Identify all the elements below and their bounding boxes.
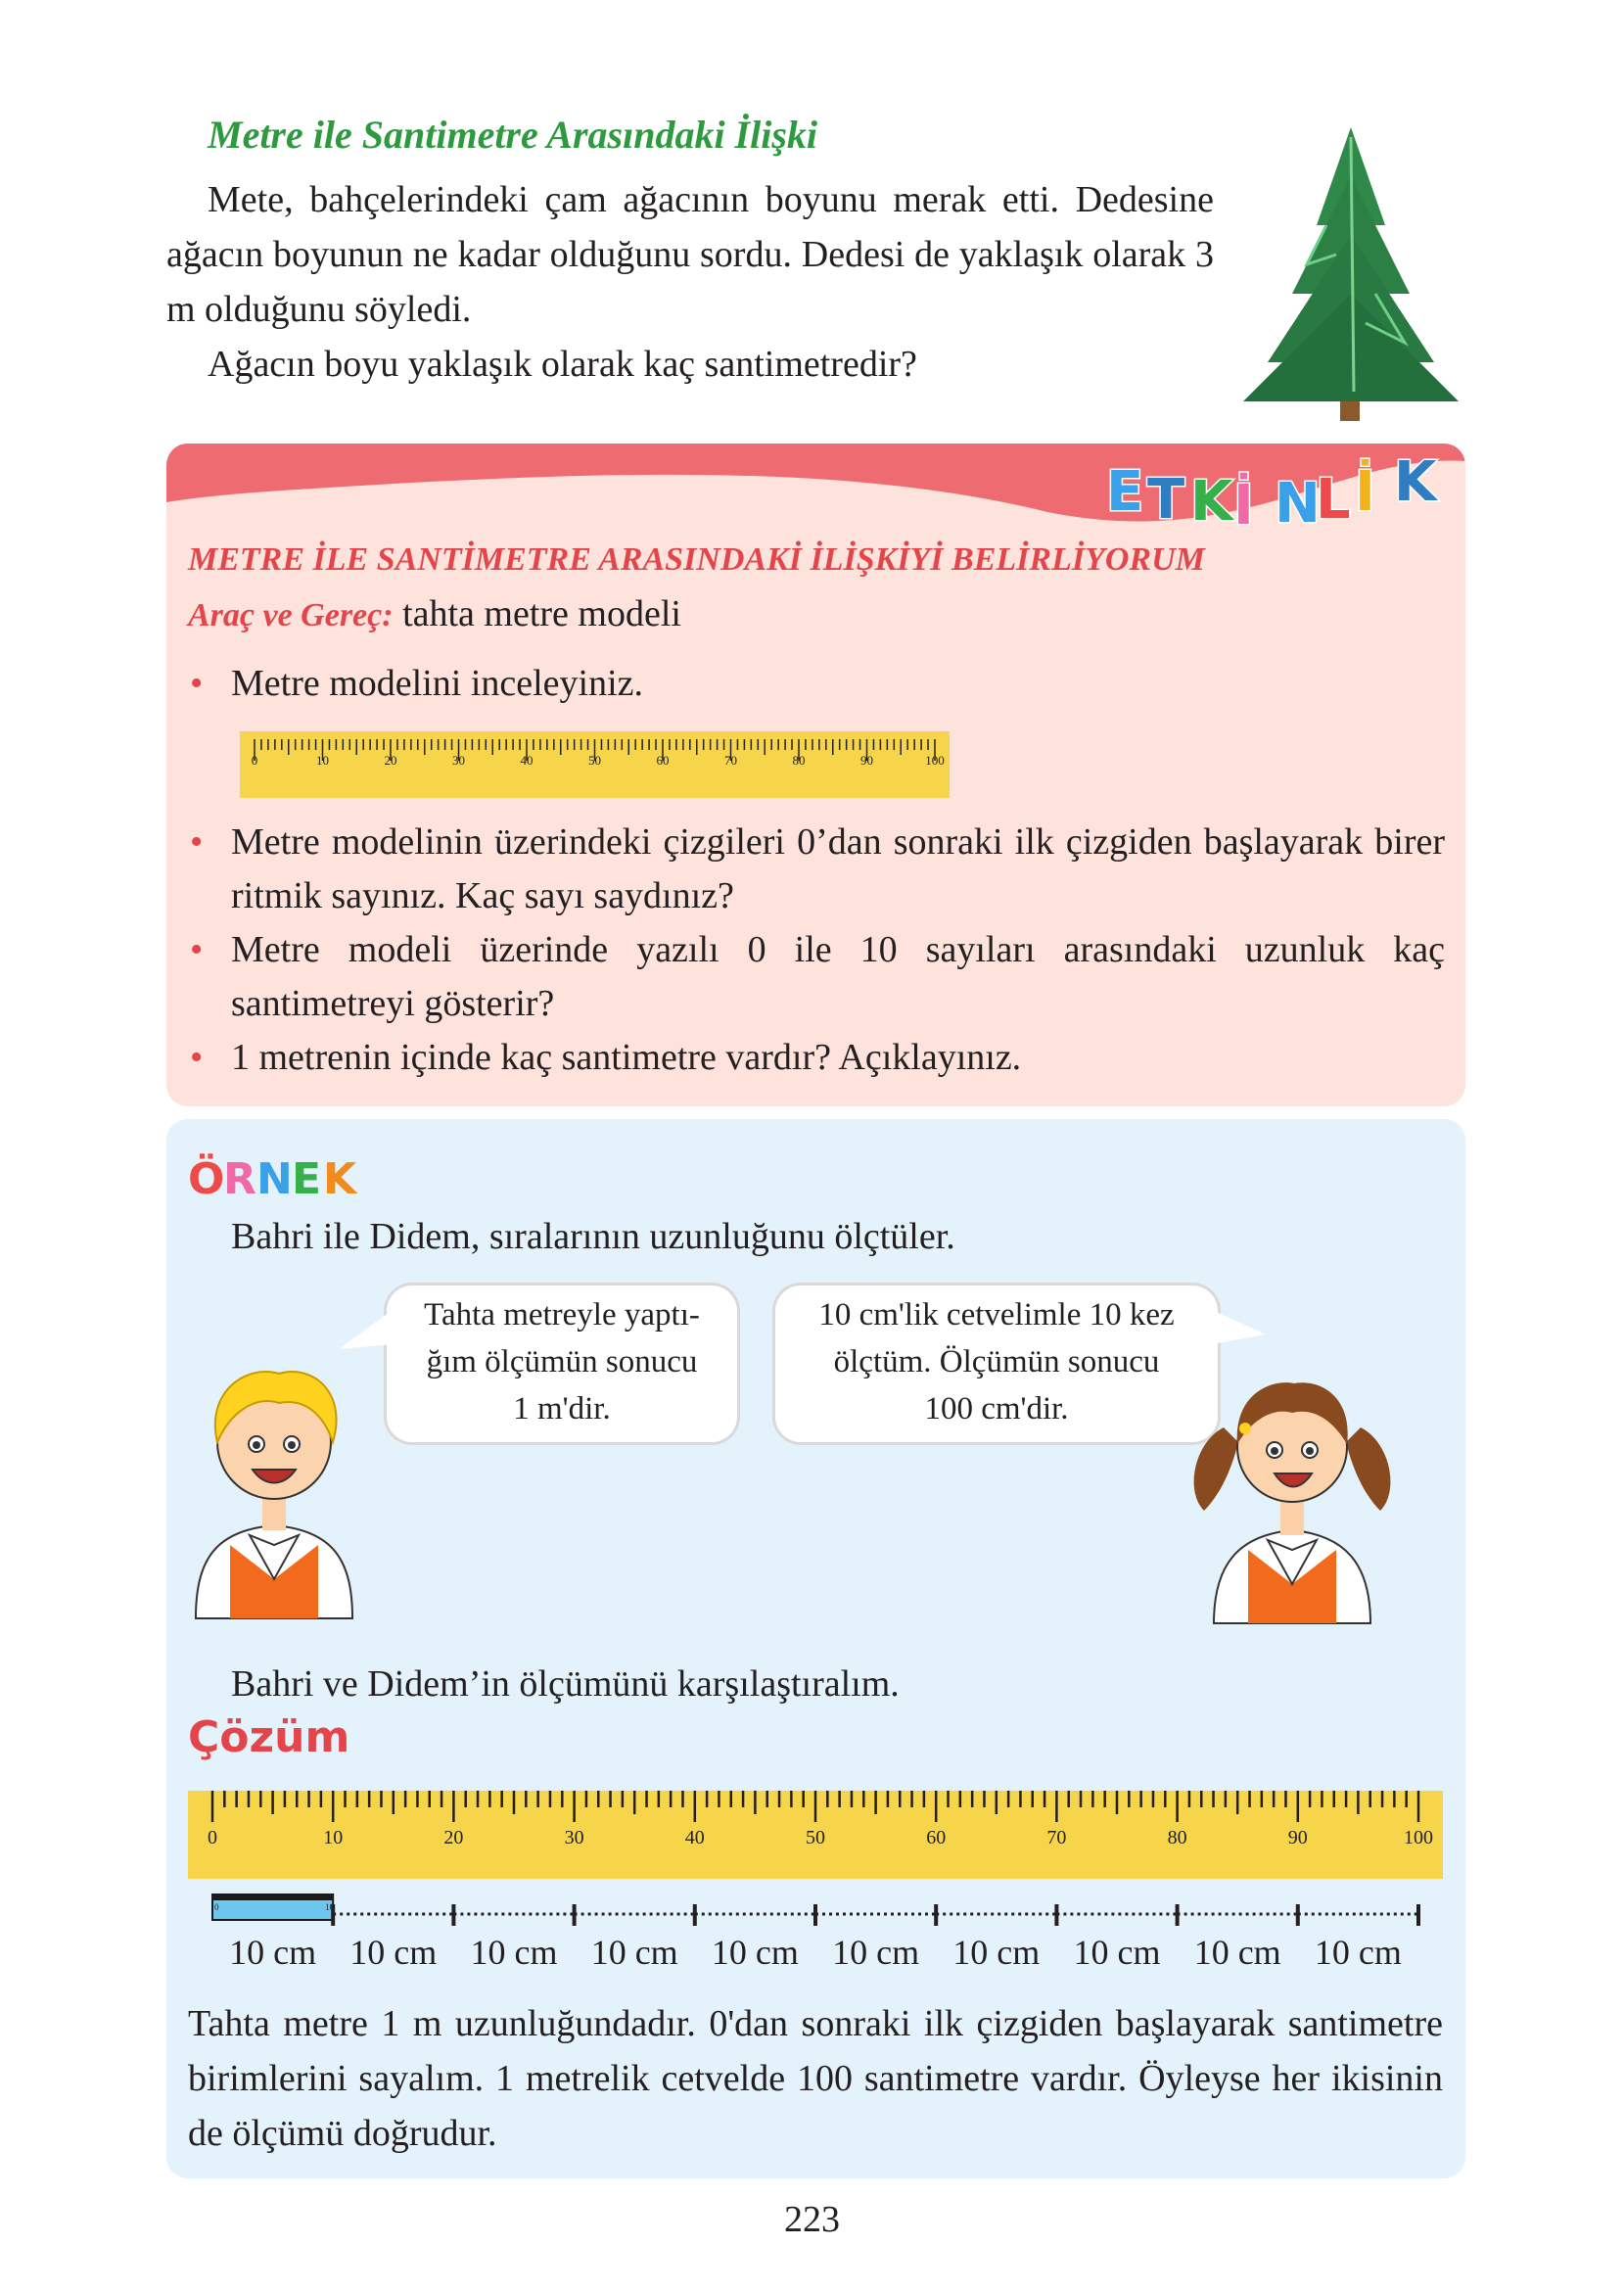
badge-letter: N [256,1154,293,1204]
activity-bullet: • Metre modelinin üzerindeki çizgileri 0’dan sonraki ilk çizgiden başlayarak birer ritmik sayınız. Kaç sayı saydınız? [231,816,1445,923]
bubble-line: 1 m'dir. [513,1391,611,1426]
ruler-label: 80 [792,753,806,768]
segment-label: 10 cm [711,1933,799,1972]
etkinlik-badge [1106,451,1459,539]
badge-letter: L [1316,468,1351,532]
bubble-line: ölçtüm. Ölçümün sonucu [833,1344,1160,1379]
intro-paragraph: Mete, bahçelerindeki çam ağacının boyunu merak etti. Dedesine ağacın boyunun ne kadar olduğunu sordu. Dedesi de yaklaşık olarak 3 m olduğunu söyledi. [166,179,1214,330]
ruler-label: 100 [925,753,945,768]
compare-text: Bahri ve Didem’in ölçümünü karşılaştıralım. [231,1663,900,1705]
activity-bullet: • Metre modelini inceleyiniz. [231,657,643,711]
bubble-line: 100 cm'dir. [924,1391,1069,1426]
ornek-badge [188,1148,403,1207]
speech-bubble-bahri [387,1286,737,1442]
segment-label: 10 cm [1314,1933,1402,1972]
ruler-label: 0 [208,1827,217,1848]
activity-bullet: • 1 metrenin içinde kaç santimetre vardır? Açıklayınız. [231,1031,1445,1085]
badge-letter: E [1106,460,1144,524]
pine-tree-illustration [1238,117,1463,441]
badge-letter: N [1275,472,1321,536]
badge-letter: İ [1355,460,1375,524]
ten-cm-ruler-edge [212,1894,333,1900]
ruler-label: 100 [1404,1827,1433,1848]
ten-cm-segments [188,1893,1443,1932]
ruler-label: 20 [384,753,397,768]
meter-model-ruler [240,731,950,798]
tools-value: tahta metre modeli [402,593,681,634]
ruler-label: 20 [443,1827,464,1848]
speech-bubble-didem [775,1286,1218,1442]
ruler-label: 30 [452,753,465,768]
badge-letter: İ [1233,474,1254,538]
meter-stick-ruler [188,1791,1443,1879]
ruler-label: 10 [316,753,329,768]
ruler-label: 0 [251,753,258,768]
segment-label: 10 cm [590,1933,678,1972]
example-paragraph: Tahta metre 1 m uzunluğundadır. 0'dan sonraki ilk çizgiden başlayarak santimetre birimlerini sayalım. 1 metrelik cetvelde 100 santimetre vardır. Öyleyse her ikisinin de ölçümü doğrudur. [188,2003,1443,2154]
girl-illustration [1184,1334,1400,1628]
bubble-line: 10 cm'lik cetvelimle 10 kez [818,1297,1175,1333]
badge-letter: K [323,1154,357,1204]
boy-illustration [186,1334,362,1628]
ten-cm-ruler-label: 10 [325,1902,335,1912]
solution-label: Çözüm [188,1712,350,1762]
badge-letter: K [1190,470,1233,534]
ruler-label: 30 [564,1827,584,1848]
ruler-label: 60 [656,753,670,768]
badge-letter: R [223,1154,256,1204]
ruler-label: 90 [1287,1827,1308,1848]
segment-label: 10 cm [349,1933,438,1972]
badge-letter: T [1147,468,1185,532]
badge-letter: Ö [188,1154,225,1204]
bubble-line: ğım ölçümün sonucu [426,1344,698,1379]
example-intro: Bahri ile Didem, sıralarının uzunluğunu ölçtüler. [231,1216,955,1257]
segment-label: 10 cm [470,1933,558,1972]
ruler-label: 40 [684,1827,705,1848]
segment-labels [188,1932,1461,1981]
badge-letter: E [292,1154,322,1204]
activity-title: METRE İLE SANTİMETRE ARASINDAKİ İLİŞKİYİ BELİRLİYORUM [188,541,1205,578]
segment-label: 10 cm [1073,1933,1161,1972]
segment-label: 10 cm [229,1933,317,1972]
activity-box [166,444,1465,1106]
intro-question: Ağacın boyu yaklaşık olarak kaç santimetredir? [208,344,917,385]
segment-label: 10 cm [952,1933,1041,1972]
bubble-line: Tahta metreyle yaptı- [424,1297,700,1333]
activity-bullet: • Metre modeli üzerinde yazılı 0 ile 10 sayıları arasındaki uzunluk kaç santimetreyi gösterir? [231,923,1445,1031]
ruler-label: 50 [588,753,601,768]
ruler-label: 90 [860,753,873,768]
ruler-label: 80 [1167,1827,1187,1848]
ruler-label: 10 [323,1827,344,1848]
page-number: 223 [784,2199,840,2240]
ruler-label: 40 [520,753,534,768]
example-box [166,1119,1465,2178]
intro-title: Metre ile Santimetre Arasındaki İlişki [208,113,818,157]
ruler-label: 70 [724,753,737,768]
ruler-label: 50 [806,1827,825,1848]
ruler-label: 70 [1046,1827,1067,1848]
activity-tools [188,592,681,635]
segment-label: 10 cm [1193,1933,1281,1972]
badge-letter: K [1394,451,1437,514]
ruler-label: 60 [926,1827,947,1848]
segment-label: 10 cm [832,1933,920,1972]
tools-label: Araç ve Gereç: [188,597,394,633]
ten-cm-ruler-label: 0 [214,1902,219,1912]
